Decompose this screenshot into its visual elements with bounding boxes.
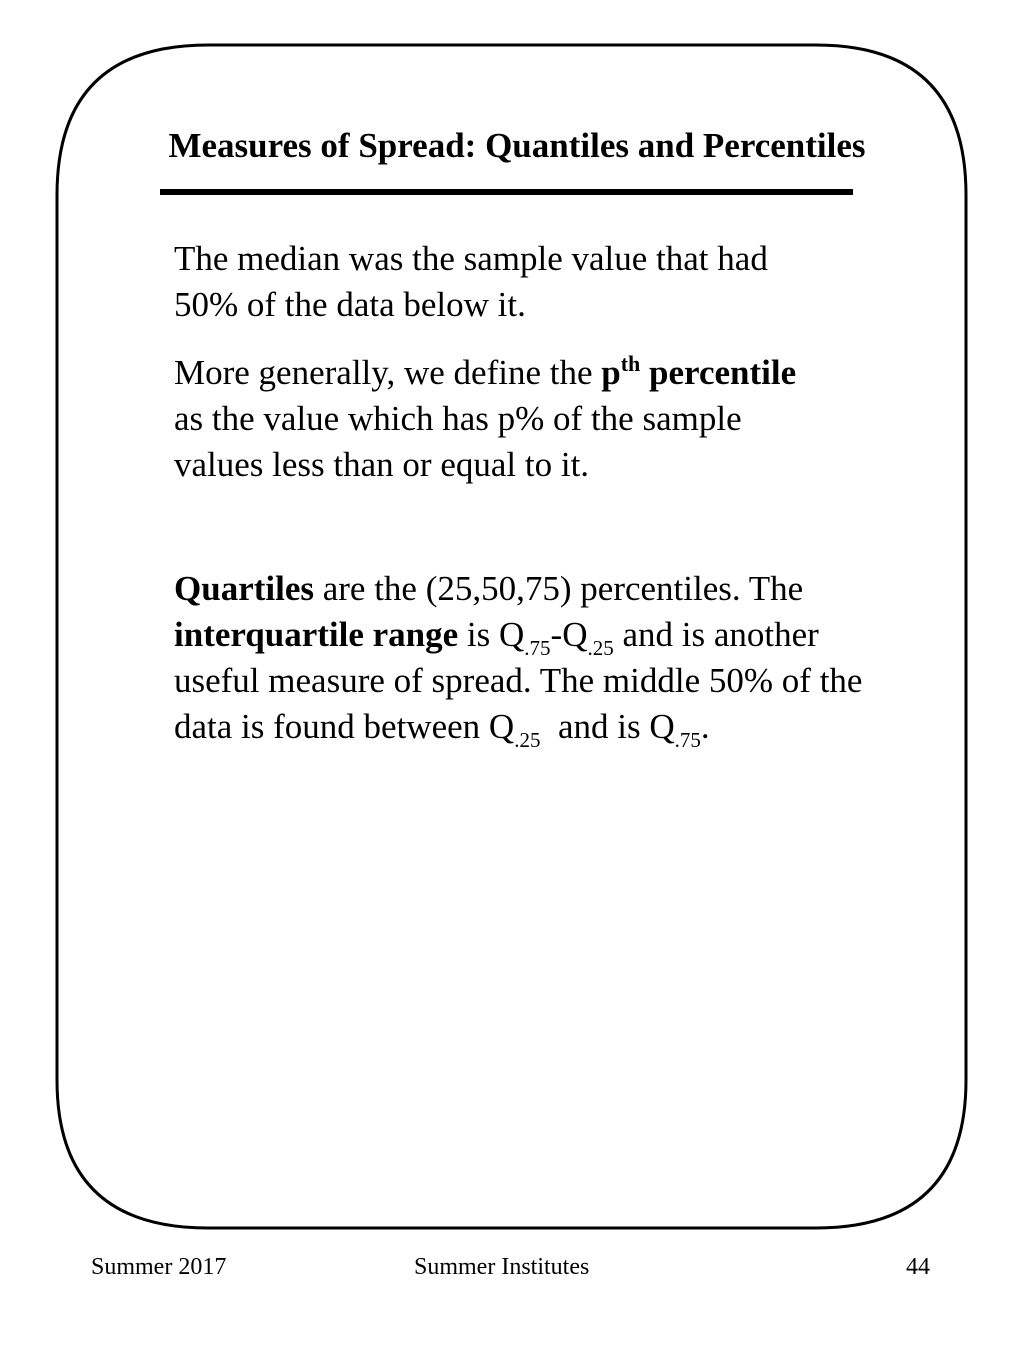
quartiles-line-2-text: and is another (613, 615, 819, 654)
footer-date: Summer 2017 (91, 1254, 227, 1280)
quartiles-line-4-text: data is found between Q (174, 707, 515, 746)
percentile-term: percentile (640, 353, 797, 392)
quartiles-line-1 (174, 566, 964, 612)
paragraph-median (174, 236, 954, 328)
pth-term (601, 353, 796, 392)
quartiles-line-1-text: are the (25,50,75) percentiles. The (313, 569, 804, 608)
pth-superscript: th (620, 351, 641, 376)
line4-q75-subscript: .75 (674, 728, 701, 752)
line4-q25-subscript: .25 (514, 728, 541, 752)
percentile-line-1 (174, 350, 954, 396)
line4-and-is-q: and is Q (540, 707, 675, 746)
q75-subscript: .75 (524, 636, 551, 660)
footer-institute: Summer Institutes (414, 1254, 590, 1280)
title-underline (160, 189, 853, 195)
line4-period: . (700, 707, 710, 746)
iqr-dash-q: -Q (550, 615, 588, 654)
iqr-term: interquartile range (174, 615, 459, 654)
paragraph-median-line-2: 50% of the data below it. (174, 285, 526, 324)
paragraph-quartiles (174, 566, 964, 750)
pth-p: p (601, 353, 621, 392)
percentile-line-1-text: More generally, we define the (174, 353, 602, 392)
paragraph-median-line-1: The median was the sample value that had (174, 239, 768, 278)
page-number: 44 (906, 1254, 930, 1280)
quartiles-line-4 (174, 704, 964, 750)
iqr-is-q: is Q (458, 615, 525, 654)
percentile-line-2: as the value which has p% of the sample (174, 399, 742, 438)
quartiles-line-2 (174, 612, 964, 658)
slide-title: Measures of Spread: Quantiles and Percentiles (168, 126, 866, 165)
quartiles-term: Quartiles (174, 569, 314, 608)
quartiles-line-3: useful measure of spread. The middle 50% of the (174, 661, 863, 700)
paragraph-percentile-definition (174, 350, 954, 488)
q25-subscript: .25 (587, 636, 614, 660)
percentile-line-3: values less than or equal to it. (174, 445, 590, 484)
